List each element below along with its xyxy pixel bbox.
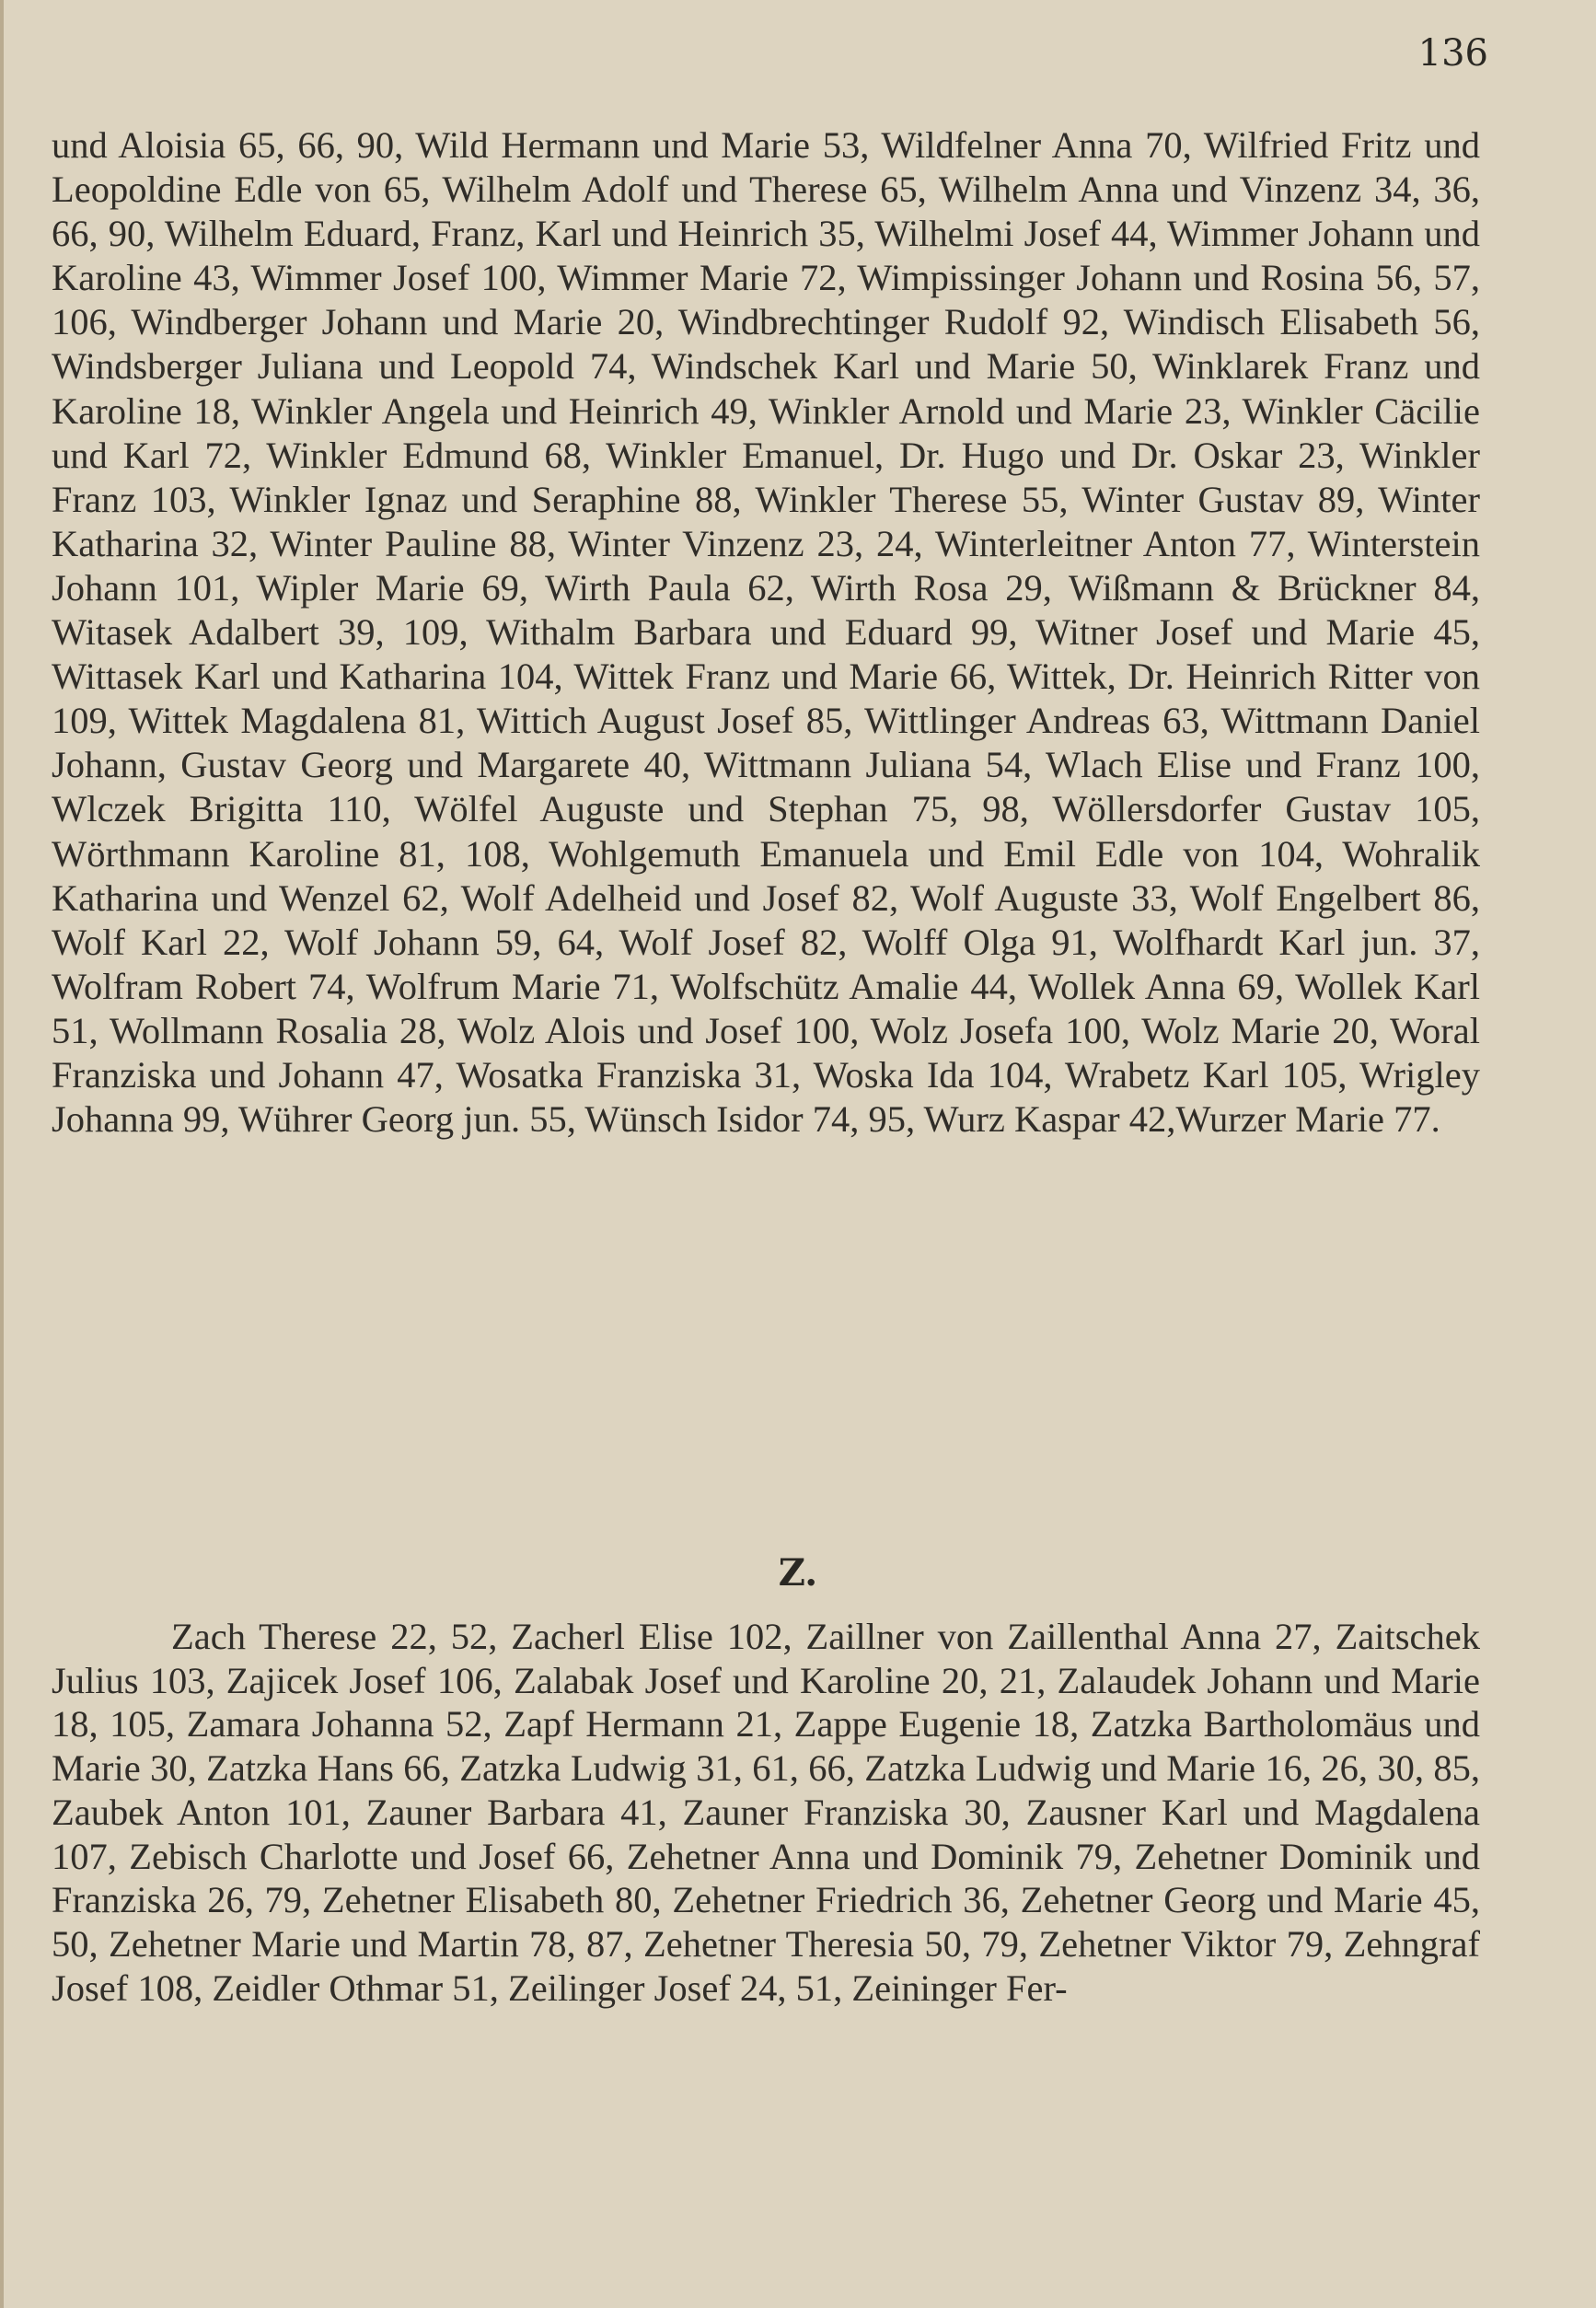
page-edge — [0, 0, 4, 2308]
index-paragraph-z: Zach Therese 22, 52, Zacherl Elise 102, Zaillner von Zaillenthal Anna 27, Zaitschek Julius 103, Zajicek Josef 106, Zalabak Josef und Karoline 20, 21, Zalaudek Johann und Marie 18, 105, Zamara Johanna 52, Zapf Hermann 21, Zappe Eugenie 18, Zatzka Bartholomäus und Marie 30, Zatzka Hans 66, Zatzka Ludwig 31, 61, 66, Zatzka Ludwig und Marie 16, 26, 30, 85, Zaubek Anton 101, Zauner Barbara 41, Zauner Franziska 30, Zausner Karl und Magdalena 107, Zebisch Charlotte und Josef 66, Zehetner Anna und Dominik 79, Zehetner Dominik und Franziska 26, 79, Zehetner Elisabeth 80, Zehetner Friedrich 36, Zehetner Georg und Marie 45, 50, Zehetner Marie und Martin 78, 87, Zehetner Theresia 50, 79, Zehetner Viktor 79, Zehngraf Josef 108, Zeidler Othmar 51, Zeilinger Josef 24, 51, Zeininger Fer- — [52, 1616, 1480, 2009]
index-paragraph-w: und Aloisia 65, 66, 90, Wild Hermann und Marie 53, Wildfelner Anna 70, Wilfried Fritz und Leopoldine Edle von 65, Wilhelm Adolf und Therese 65, Wilhelm Anna und Vinzenz 34, 36, 66, 90, Wilhelm Eduard, Franz, Karl und Heinrich 35, Wilhelmi Josef 44, Wimmer Johann und Karoline 43, Wimmer Josef 100, Wimmer Marie 72, Wimpissinger Johann und Rosina 56, 57, 106, Windberger Johann und Marie 20, Windbrechtinger Rudolf 92, Windisch Elisabeth 56, Windsberger Juliana und Leopold 74, Windschek Karl und Marie 50, Winklarek Franz und Karoline 18, Winkler Angela und Heinrich 49, Winkler Arnold und Marie 23, Winkler Cäcilie und Karl 72, Winkler Edmund 68, Winkler Emanuel, Dr. Hugo und Dr. Oskar 23, Winkler Franz 103, Winkler Ignaz und Seraphine 88, Winkler Therese 55, Winter Gustav 89, Winter Katharina 32, Winter Pauline 88, Winter Vinzenz 23, 24, Winterleitner Anton 77, Winterstein Johann 101, Wipler Marie 69, Wirth Paula 62, Wirth Rosa 29, Wißmann & Brückner 84, Witasek Adalbert 39, 109, Withalm Barbara und Eduard 99, Witner Josef und Marie 45, Wittasek Karl und Katharina 104, Wittek Franz und Marie 66, Wittek, Dr. Heinrich Ritter von 109, Wittek Magdalena 81, Wittich August Josef 85, Wittlinger Andreas 63, Wittmann Daniel Johann, Gustav Georg und Margarete 40, Wittmann Juliana 54, Wlach Elise und Franz 100, Wlczek Brigitta 110, Wölfel Auguste und Stephan 75, 98, Wöllersdorfer Gustav 105, Wörthmann Karoline 81, 108, Wohlgemuth Emanuela und Emil Edle von 104, Wohralik Katharina und Wenzel 62, Wolf Adelheid und Josef 82, Wolf Auguste 33, Wolf Engelbert 86, Wolf Karl 22, Wolf Johann 59, 64, Wolf Josef 82, Wolff Olga 91, Wolfhardt Karl jun. 37, Wolfram Robert 74, Wolfrum Marie 71, Wolfschütz Amalie 44, Wollek Anna 69, Wollek Karl 51, Wollmann Rosalia 28, Wolz Alois und Josef 100, Wolz Josefa 100, Wolz Marie 20, Woral Franziska und Johann 47, Wosatka Franziska 31, Woska Ida 104, Wrabetz Karl 105, Wrigley Johanna 99, Wührer Georg jun. 55, Wünsch Isidor 74, 95, Wurz Kaspar 42,Wurzer Marie 77. — [52, 124, 1480, 1141]
page-number: 136 — [1417, 32, 1488, 75]
section-heading-z: Z. — [778, 1551, 818, 1595]
